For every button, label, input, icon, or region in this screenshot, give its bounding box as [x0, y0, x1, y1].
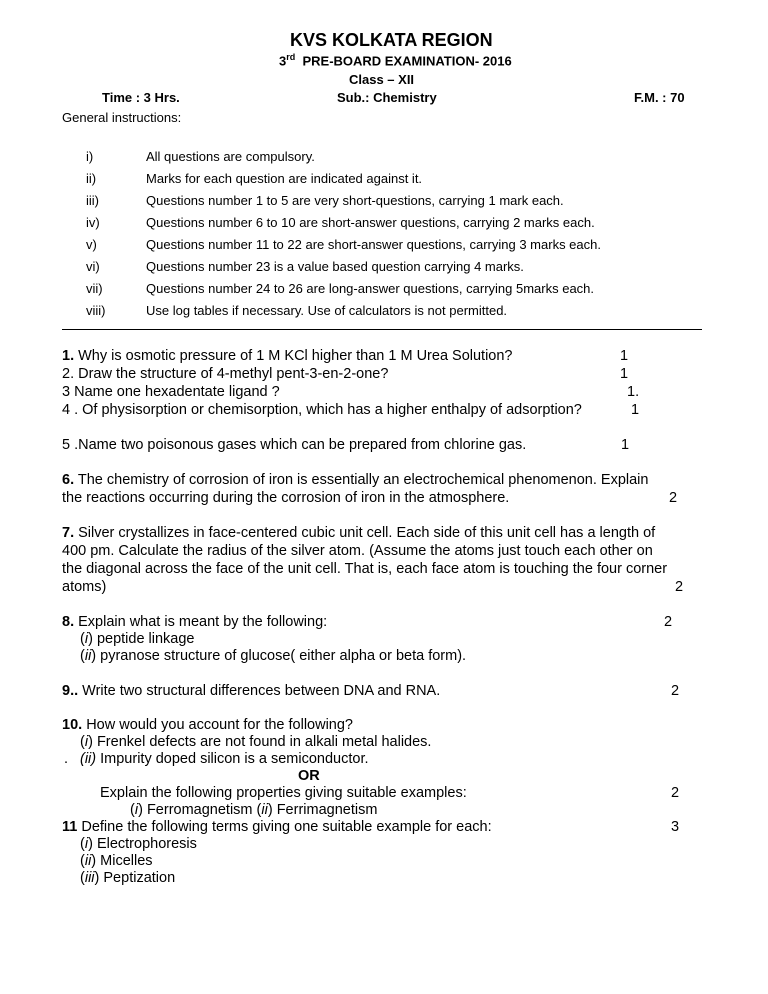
- question-5: 5 .Name two poisonous gases which can be prepared from chlorine gas.: [62, 437, 527, 453]
- question-number: 7.: [62, 525, 75, 541]
- question-1: [62, 348, 513, 364]
- subpart-label: i: [84, 631, 89, 647]
- subpart-text: peptide linkage: [92, 631, 195, 647]
- question-subpart: (i) peptide linkage: [80, 631, 195, 647]
- question-marks: 2: [671, 683, 680, 699]
- exam-name: [279, 52, 512, 68]
- question-4: 4 . Of physisorption or chemisorption, which has a higher enthalpy of adsorption?: [62, 402, 582, 418]
- question-3: 3 Name one hexadentate ligand ?: [62, 384, 280, 400]
- instruction-text: All questions are compulsory.: [146, 149, 315, 164]
- instruction-number: vi): [86, 259, 100, 274]
- question-number: 10.: [62, 717, 83, 733]
- question-subpart: (iii) Peptization: [80, 870, 176, 886]
- instruction-number: vii): [86, 281, 103, 296]
- question-2: 2. Draw the structure of 4-methyl pent-3-en-2-one?: [62, 366, 389, 382]
- question-marks: 3: [671, 819, 680, 835]
- subpart-label: i: [84, 734, 89, 750]
- subpart-label: ii: [84, 853, 92, 869]
- question-text: Explain what is meant by the following:: [74, 614, 328, 630]
- question-text: Why is osmotic pressure of 1 M KCl higher than 1 M Urea Solution?: [74, 348, 513, 364]
- question-text: Write two structural differences between DNA and RNA.: [78, 683, 441, 699]
- question-marks: 1: [621, 437, 630, 453]
- exam-region-title: KVS KOLKATA REGION: [290, 30, 493, 50]
- question-marks: 1: [620, 348, 629, 364]
- question-marks: 1: [631, 402, 640, 418]
- question-number: 1.: [62, 348, 75, 364]
- subpart-text: Micelles: [96, 853, 153, 869]
- instruction-number: v): [86, 237, 97, 252]
- subpart-text: pyranose structure of glucose( either alpha or beta form).: [96, 648, 467, 664]
- subpart-text: Ferromagnetism: [142, 802, 257, 818]
- instruction-number: viii): [86, 303, 106, 318]
- exam-name-text: PRE-BOARD EXAMINATION- 2016: [302, 53, 512, 69]
- subpart-text: Electrophoresis: [92, 836, 197, 852]
- subpart-text: ) Ferrimagnetism: [267, 802, 378, 818]
- question-text: Define the following terms giving one suitable example for each:: [77, 819, 492, 835]
- question-text-line: the reactions occurring during the corrosion of iron in the atmosphere.: [62, 490, 510, 506]
- instruction-text: Use log tables if necessary. Use of calculators is not permitted.: [146, 303, 508, 318]
- subpart-text: Impurity doped silicon is a semiconductor.: [96, 751, 369, 767]
- question-text-line: 400 pm. Calculate the radius of the silver atom. (Assume the atoms just touch each other on: [62, 543, 653, 559]
- question-10: [62, 717, 353, 733]
- subpart-label: (ii): [80, 751, 97, 767]
- question-subpart: (ii) pyranose structure of glucose( either alpha or beta form).: [80, 648, 467, 664]
- question-number: 11: [62, 819, 78, 835]
- instruction-text: Marks for each question are indicated against it.: [146, 171, 423, 186]
- question-text: The chemistry of corrosion of iron is essentially an electrochemical phenomenon. Explain: [74, 472, 649, 488]
- subject-label: Sub.: Chemistry: [337, 90, 437, 105]
- question-marks: 2: [664, 614, 673, 630]
- question-number: 8.: [62, 614, 75, 630]
- question-subpart: [80, 751, 369, 767]
- instruction-number: ii): [86, 171, 97, 186]
- exam-ordinal-suffix: rd: [286, 52, 296, 62]
- question-text-line: atoms): [62, 579, 107, 595]
- subpart-label: ii: [84, 648, 92, 664]
- subpart-label: i: [134, 802, 139, 818]
- question-subpart: (ii) Micelles: [80, 853, 153, 869]
- instruction-number: iii): [86, 193, 99, 208]
- subpart-text: Peptization: [99, 870, 176, 886]
- question-number: 9..: [62, 683, 79, 699]
- full-marks-label: F.M. : 70: [634, 90, 685, 105]
- instruction-number: iv): [86, 215, 100, 230]
- subpart-label: i: [84, 836, 89, 852]
- class-label: Class – XII: [349, 72, 415, 87]
- question-marks: 1: [620, 366, 629, 382]
- question-subpart: (i) Ferromagnetism (ii) Ferrimagnetism: [130, 802, 378, 818]
- or-separator: OR: [298, 768, 320, 784]
- subpart-text: Frenkel defects are not found in alkali metal halides.: [92, 734, 432, 750]
- exam-ordinal: 3: [279, 53, 287, 69]
- question-alt-text: Explain the following properties giving suitable examples:: [100, 785, 467, 801]
- question-marks: 1.: [627, 384, 640, 400]
- question-text-line: the diagonal across the face of the unit cell. That is, each face atom is touching the four corner: [62, 561, 668, 577]
- time-label: Time : 3 Hrs.: [102, 90, 180, 105]
- question-9: [62, 683, 440, 699]
- subpart-label: iii: [84, 870, 95, 886]
- instructions-heading: General instructions:: [62, 110, 182, 125]
- question-8: [62, 614, 327, 630]
- divider-line: [62, 329, 702, 330]
- instruction-text: Questions number 23 is a value based question carrying 4 marks.: [146, 259, 524, 274]
- instruction-text: Questions number 24 to 26 are long-answer questions, carrying 5marks each.: [146, 281, 595, 296]
- question-marks: 2: [669, 490, 678, 506]
- question-6: [62, 472, 648, 488]
- question-text: How would you account for the following?: [82, 717, 353, 733]
- instruction-text: Questions number 11 to 22 are short-answer questions, carrying 3 marks each.: [146, 237, 601, 252]
- question-subpart: (i) Frenkel defects are not found in alkali metal halides.: [80, 734, 432, 750]
- question-subpart: (i) Electrophoresis: [80, 836, 197, 852]
- question-marks: 2: [675, 579, 684, 595]
- question-number: 6.: [62, 472, 75, 488]
- question-7: [62, 525, 655, 541]
- subpart-label: ii: [261, 802, 268, 818]
- instruction-number: i): [86, 149, 94, 164]
- question-11: [62, 819, 492, 835]
- stray-dot: .: [64, 751, 69, 767]
- question-text: Silver crystallizes in face-centered cubic unit cell. Each side of this unit cell has a length of: [74, 525, 656, 541]
- question-marks: 2: [671, 785, 680, 801]
- instruction-text: Questions number 6 to 10 are short-answer questions, carrying 2 marks each.: [146, 215, 595, 230]
- instruction-text: Questions number 1 to 5 are very short-questions, carrying 1 mark each.: [146, 193, 564, 208]
